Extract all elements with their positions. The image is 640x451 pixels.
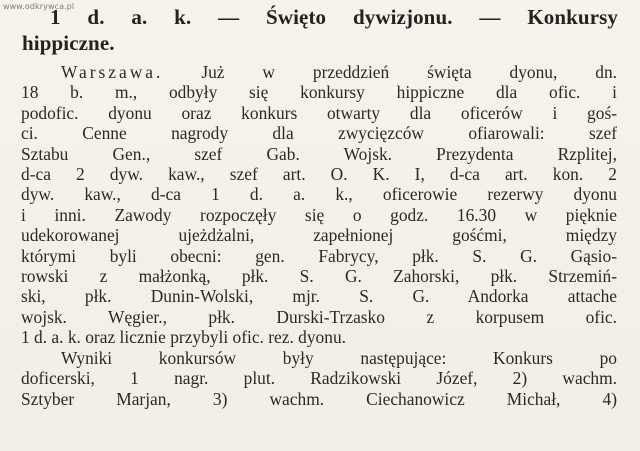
article-line-3: podofic. dyonu oraz konkurs otwarty dla oficerów i goś- [21, 102, 617, 123]
watermark: www.odkrywca.pl [3, 2, 75, 11]
article-line-16: doficerski, 1 nagr. plut. Radzikowski Józef, 2) wachm. [21, 368, 617, 389]
article-line-7: dyw. kaw., d-ca 1 d. a. k., oficerowie rezerwy dyonu [21, 184, 617, 205]
article-line-8: i inni. Zawody rozpoczęły się o godz. 16.30 w pięknie [21, 204, 617, 225]
article-line-17: Sztyber Marjan, 3) wachm. Ciechanowicz Michał, 4) [21, 388, 617, 409]
article-line-1-rest: Już w przeddzień święta dyonu, dn. [201, 62, 617, 82]
headline-line-1: 1 d. a. k. — Święto dywizjonu. — Konkursy [50, 5, 618, 29]
article-line-9: udekorowanej ujeżdżalni, zapełnionej gośćmi, między [21, 225, 617, 246]
article-line-13: wojsk. Węgier., płk. Durski-Trzasko z korpusem ofic. [21, 306, 617, 327]
article-line-1 [21, 62, 617, 82]
article-line-10: którymi byli obecni: gen. Fabrycy, płk. S. G. Gąsio- [21, 245, 617, 266]
headline-line-2: hippiczne. [22, 31, 115, 55]
article-line-14: 1 d. a. k. oraz licznie przybyli ofic. rez. dyonu. [21, 327, 346, 348]
article-line-5: Sztabu Gen., szef Gab. Wojsk. Prezydenta Rzplitej, [21, 143, 617, 164]
article-line-15: Wyniki konkursów były następujące: Konkurs po [61, 347, 617, 368]
article-line-12: ski, płk. Dunin-Wolski, mjr. S. G. Andorka attache [21, 286, 617, 307]
article-line-6: d-ca 2 dyw. kaw., szef art. O. K. I, d-ca art. kon. 2 [21, 164, 617, 185]
article-line-4: ci. Cenne nagrody dla zwycięzców ofiarowali: szef [21, 123, 617, 144]
article-line-11: rowski z małżonką, płk. S. G. Zahorski, płk. Strzemiń- [21, 266, 617, 287]
article-body [21, 62, 617, 409]
article-city: Warszawa. [61, 62, 164, 82]
article-line-2: 18 b. m., odbyły się konkursy hippiczne dla ofic. i [21, 82, 617, 103]
headline [22, 4, 618, 56]
